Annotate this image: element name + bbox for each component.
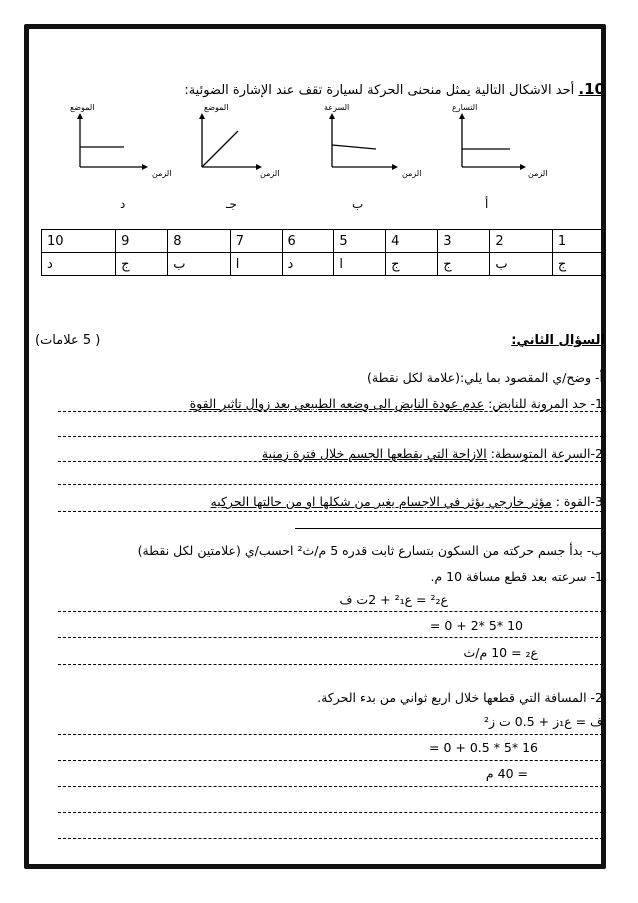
table-cell: ب bbox=[490, 253, 552, 276]
answer-line bbox=[58, 786, 603, 787]
table-cell: 7 bbox=[230, 230, 282, 253]
graph-d-xlabel: الزمن bbox=[152, 169, 172, 178]
b1-step-1: ع²₂ = ع²₁ + 2ت ف bbox=[339, 592, 448, 607]
table-cell: 4 bbox=[386, 230, 438, 253]
table-cell: ب bbox=[168, 253, 230, 276]
answer-line bbox=[58, 511, 603, 512]
part-a-heading: أ- وضح/ي المقصود بما يلي:(علامة لكل نقطة) bbox=[367, 370, 603, 385]
a1-label: 1- حد المرونة للنابض: bbox=[488, 396, 603, 411]
table-cell: ج bbox=[438, 253, 490, 276]
table-cell: 9 bbox=[116, 230, 168, 253]
answer-line bbox=[58, 812, 603, 813]
graph-b-letter: ب bbox=[352, 197, 364, 211]
answer-line bbox=[58, 611, 603, 612]
a2-line bbox=[262, 446, 603, 461]
table-cell: 2 bbox=[490, 230, 552, 253]
answer-line bbox=[58, 411, 603, 412]
table-cell: ج bbox=[116, 253, 168, 276]
a3-line bbox=[211, 494, 604, 509]
table-cell: 6 bbox=[282, 230, 334, 253]
graph-a-ylabel: التسارع bbox=[452, 103, 478, 112]
graph-a-xlabel: الزمن bbox=[528, 169, 548, 178]
b1-question: 1- سرعته بعد قطع مسافة 10 م. bbox=[430, 569, 603, 584]
graph-b-xlabel: الزمن bbox=[402, 169, 422, 178]
b1-step-2: = 0 + 2* 5* 10 bbox=[429, 618, 523, 633]
b2-step-1: ف = ع₁ز + 0.5 ت ز² bbox=[484, 714, 603, 729]
graph-b bbox=[318, 105, 428, 185]
answer-line bbox=[58, 734, 603, 735]
graph-c-letter: جـ bbox=[226, 197, 237, 211]
answer-line bbox=[58, 461, 603, 462]
table-cell: 10 bbox=[42, 230, 116, 253]
table-cell: د bbox=[282, 253, 334, 276]
a3-label: 3-القوة : bbox=[555, 494, 603, 509]
answer-line bbox=[58, 436, 603, 437]
graph-a-letter: أ bbox=[485, 197, 489, 211]
answer-line bbox=[58, 637, 603, 638]
b1-step-3: ع₂ = 10 م/ث bbox=[463, 645, 538, 660]
graph-a bbox=[450, 105, 560, 185]
table-cell: ج bbox=[552, 253, 604, 276]
table-cell: د bbox=[42, 253, 116, 276]
answer-table-numbers-row bbox=[42, 230, 605, 253]
a3-answer: مؤثر خارجي يؤثر في الاجسام يغير من شكلها او من حالتها الحركيه bbox=[210, 494, 552, 509]
a2-label: 2-السرعة المتوسطة: bbox=[490, 446, 603, 461]
graph-b-ylabel: السرعة bbox=[324, 103, 350, 112]
question-10 bbox=[184, 80, 605, 98]
graph-d bbox=[68, 105, 178, 185]
graph-c-ylabel: الموضع bbox=[204, 103, 229, 112]
section-2-title: السؤال الثاني: bbox=[511, 333, 605, 348]
divider-line bbox=[295, 528, 603, 529]
table-cell: 1 bbox=[552, 230, 604, 253]
graph-d-letter: د bbox=[120, 197, 126, 211]
table-cell: 3 bbox=[438, 230, 490, 253]
part-b-heading: ب- بدأ جسم حركته من السكون بتسارع ثابت قدره 5 م/ث² احسب/ي (علامتين لكل نقطة) bbox=[137, 543, 603, 558]
table-cell: 8 bbox=[168, 230, 230, 253]
table-cell: ا bbox=[334, 253, 386, 276]
answer-line bbox=[58, 484, 603, 485]
table-cell: 5 bbox=[334, 230, 386, 253]
graph-d-ylabel: الموضع bbox=[70, 103, 95, 112]
answer-line bbox=[58, 760, 603, 761]
answer-table bbox=[41, 229, 605, 276]
question-text: أحد الاشكال التالية يمثل منحنى الحركة لسيارة تقف عند الإشارة الضوئية: bbox=[184, 83, 575, 98]
a2-answer: الازاحة التي يقطعها الجسم خلال فترة زمنية bbox=[261, 446, 487, 461]
table-cell: ا bbox=[230, 253, 282, 276]
section-2-marks: ( 5 علامات) bbox=[35, 333, 101, 348]
table-cell: ج bbox=[386, 253, 438, 276]
answer-line bbox=[58, 838, 603, 839]
graph-c bbox=[192, 105, 302, 185]
b2-step-3: = 40 م bbox=[485, 766, 528, 781]
graph-c-plot bbox=[192, 105, 302, 185]
graph-c-xlabel: الزمن bbox=[260, 169, 280, 178]
answer-table-answers-row bbox=[42, 253, 605, 276]
answer-line bbox=[58, 664, 603, 665]
a1-line bbox=[190, 396, 603, 411]
question-number: 10. bbox=[578, 80, 605, 98]
a1-answer: عدم عودة النابض الى وضعه الطبيعي بعد زوال تاثير القوة bbox=[189, 396, 485, 411]
b2-question: 2- المسافة التي قطعها خلال اربع ثواني من بدء الحركة. bbox=[317, 690, 603, 705]
b2-step-2: = 0 + 0.5 * 5* 16 bbox=[429, 740, 538, 755]
